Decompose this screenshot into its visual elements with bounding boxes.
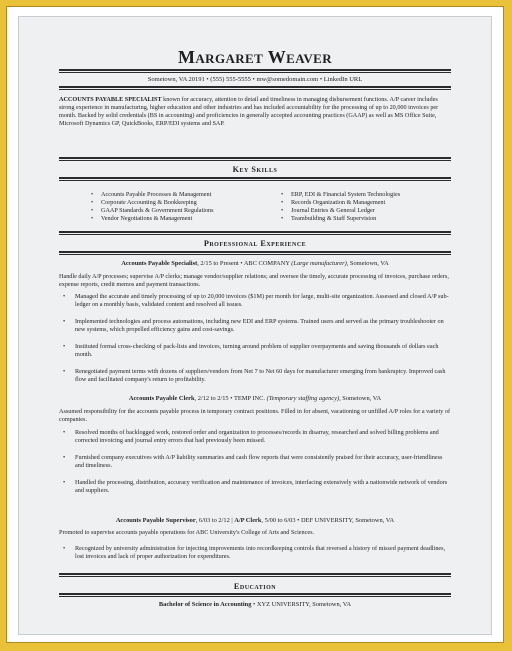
- job3-bullet: [63, 545, 451, 561]
- job1-location: , Sometown, VA: [346, 260, 389, 267]
- bullet-glyph: •: [63, 429, 66, 436]
- job1-bullet: [63, 343, 451, 359]
- bullet-text: Resolved months of backlogged work, restored order and organization to processes/records in disarray, researched and solved billing problems and corrected invoicing and journal entry errors that had previously been missed.: [75, 429, 439, 445]
- job1-dates: , 2/15 to Present • ABC COMPANY: [197, 260, 292, 267]
- bullet-glyph: •: [63, 293, 66, 300]
- job3-title2: A/P Clerk: [234, 517, 262, 524]
- job2-bullet: [63, 429, 451, 445]
- education-heading: Education: [233, 582, 277, 591]
- contact-line: Sometown, VA 20191 • (555) 555-5555 • mw@somedomain.com • LinkedIn URL: [147, 76, 363, 83]
- bullet-text: Instituted formal cross-checking of pack-lists and invoices, turning around problem of supplier overpayments and saving thousands of dollars each month.: [75, 343, 439, 359]
- job3-title: Accounts Payable Supervisor: [115, 517, 196, 524]
- education-line: [19, 601, 491, 608]
- summary-paragraph: [59, 96, 451, 128]
- bullet-glyph: •: [63, 343, 66, 350]
- bullet-text: Handled the processing, distribution, accuracy verification and maintenance of invoices, interfacing extensively with a nationwide network of vendors and suppliers.: [75, 479, 448, 495]
- bullet-glyph: •: [63, 479, 66, 486]
- school: • XYZ UNIVERSITY, Sometown, VA: [251, 601, 352, 608]
- bullet-glyph: •: [63, 368, 66, 375]
- job2-bullet: [63, 454, 451, 470]
- name-rule-top: [59, 69, 451, 73]
- summary-text: known for accuracy, attention to detail and timeliness in managing disbursement functions. A/P career includes strong experience in manufacturing, higher education and other industries and has included accountability for the processing of up to 20,000 invoices per month. Backed by solid credentials (BS in accounting) and proficiencies in generally accepted accounting practices (GAAP) as well as MS Office Suite, Microsoft Dynamics GP, QuickBooks, ERP/EDI systems and SAP.: [59, 96, 439, 128]
- job2-location: , Sometown, VA: [339, 395, 382, 402]
- job1-bullet: [63, 368, 451, 384]
- job3-dates: , 6/03 to 2/12 |: [195, 517, 235, 524]
- skills-rule-bottom: [59, 177, 451, 181]
- job1-title: Accounts Payable Specialist: [121, 260, 198, 267]
- education-rule-bottom: [59, 593, 451, 597]
- job2-dates: , 2/12 to 2/15 • TEMP INC.: [194, 395, 267, 402]
- skill-item: • Vendor Negotiations & Management: [95, 215, 285, 223]
- education-rule-top: [59, 573, 451, 577]
- experience-rule-bottom: [59, 251, 451, 255]
- bullet-glyph: •: [63, 318, 66, 325]
- job2-note: (Temporary staffing agency): [266, 395, 340, 402]
- job3-header: [19, 517, 491, 524]
- job3-description: Promoted to supervise accounts payable operations for ABC University's College of Arts and Sciences.: [59, 529, 315, 536]
- job1-bullet: [63, 293, 451, 309]
- bullet-text: Renegotiated payment terms with dozens of suppliers/vendors from Net 7 to Net 60 days for manufacturer emerging from bankruptcy. Improved cash flow and facilitated company's return to profitability.: [75, 368, 446, 384]
- bullet-text: Implemented technologies and process automations, including new EDI and ERP systems. Trained users and served as the primary troubleshooter on new systems, which propelled efficiency gains and cost-savings.: [75, 318, 444, 334]
- degree: Bachelor of Science in Accounting: [158, 601, 252, 608]
- bullet-text: Recognized by university administration for injecting improvements into recordkeeping controls that reversed a history of missed payment deadlines, lost invoices and lack of proper authorization for expenditures.: [75, 545, 446, 561]
- skill-item: • Corporate Accounting & Bookkeeping: [95, 199, 285, 207]
- skills-list: [95, 191, 451, 223]
- job1-description: Handle daily A/P processes; supervise A/P clerks; manage vendor/supplier relations; and oversee the timely, accurate processing of invoices, purchase orders, expense reports, credit memos and payment transactions.: [59, 273, 449, 289]
- job2-bullet: [63, 479, 451, 495]
- job3-dates2: , 5/00 to 6/03 • DEF UNIVERSITY, Sometown, VA: [261, 517, 395, 524]
- document-frame: [6, 6, 504, 643]
- bullet-glyph: •: [63, 545, 66, 552]
- bullet-text: Furnished company executives with A/P liability summaries and cash flow reports that were consistently praised for their accuracy, user-friendliness and timeliness.: [75, 454, 443, 470]
- skill-item: • Accounts Payable Processes & Management: [95, 191, 285, 199]
- job1-note: (Large manufacturer): [291, 260, 347, 267]
- job2-header: [19, 395, 491, 402]
- skill-item: • Records Organization & Management: [285, 199, 465, 207]
- key-skills-heading: Key Skills: [232, 165, 278, 174]
- job1-header: [19, 260, 491, 267]
- skill-item: • GAAP Standards & Government Regulations: [95, 207, 285, 215]
- skill-item: • ERP, EDI & Financial System Technologies: [285, 191, 465, 199]
- skill-item: • Journal Entries & General Ledger: [285, 207, 465, 215]
- name-rule-bottom: [59, 86, 451, 90]
- summary-lead: ACCOUNTS PAYABLE SPECIALIST: [59, 96, 162, 103]
- skill-item: • Teambuilding & Staff Supervision: [285, 215, 465, 223]
- job2-description: Assumed responsibility for the accounts payable process in temporary contract positions. Filled in for absent, vacationing or unfilled A/P roles for a variety of companies.: [59, 408, 451, 424]
- skills-rule-top: [59, 157, 451, 161]
- bullet-text: Managed the accurate and timely processing of up to 20,000 invoices ($1M) per month for large, multi-site organization. Assessed and closed A/P sub-ledger on a monthly basis, validated content and resolved all issues.: [75, 293, 449, 309]
- resume-name: Margaret Weaver: [177, 47, 332, 67]
- job1-bullet: [63, 318, 451, 334]
- bullet-glyph: •: [63, 454, 66, 461]
- experience-heading: Professional Experience: [203, 239, 307, 248]
- job2-title: Accounts Payable Clerk: [128, 395, 195, 402]
- resume-page: [18, 16, 492, 635]
- experience-rule-top: [59, 231, 451, 235]
